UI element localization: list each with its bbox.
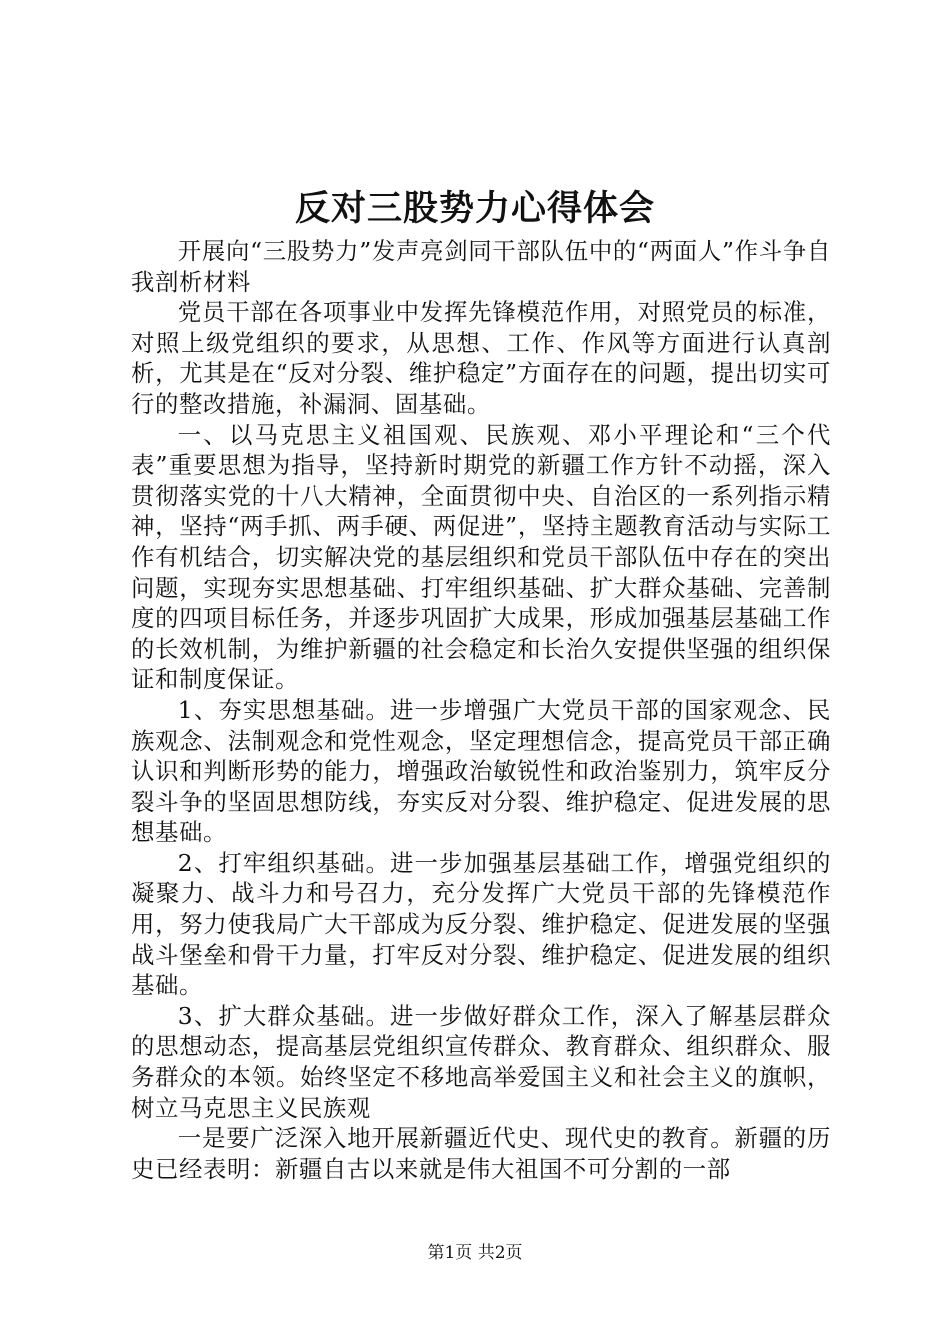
paragraph-item-3: 3、扩大群众基础。进一步做好群众工作，深入了解基层群众的思想动态，提高基层党组织宣传群众、教育群众、组织群众、服务群众的本领。始终坚定不移地高举爱国主义和社会主义的旗帜，树立马克思主义民族观 [131, 1001, 831, 1122]
paragraph-intro: 开展向“三股势力”发声亮剑同干部队伍中的“两面人”作斗争自我剖析材料 [131, 237, 831, 296]
paragraph-section-1: 一、以马克思主义祖国观、民族观、邓小平理论和“三个代表”重要思想为指导，坚持新时期党的新疆工作方针不动摇，深入贯彻落实党的十八大精神，全面贯彻中央、自治区的一系列指示精神，坚持“两手抓、两手硬、两促进”，坚持主题教育活动与实际工作有机结合，切实解决党的基层组织和党员干部队伍中存在的突出问题，实现夯实思想基础、打牢组织基础、扩大群众基础、完善制度的四项目标任务，并逐步巩固扩大成果，形成加强基层基础工作的长效机制，为维护新疆的社会稳定和长治久安提供坚强的组织保证和制度保证。 [131, 420, 831, 694]
document-body [131, 236, 831, 1184]
paragraph-item-1: 1、夯实思想基础。进一步增强广大党员干部的国家观念、民族观念、法制观念和党性观念，坚定理想信念，提高党员干部正确认识和判断形势的能力，增强政治敏锐性和政治鉴别力，筑牢反分裂斗争的坚固思想防线，夯实反对分裂、维护稳定、促进发展的思想基础。 [131, 695, 831, 847]
paragraph-analysis: 党员干部在各项事业中发挥先锋模范作用，对照党员的标准，对照上级党组织的要求，从思想、工作、作风等方面进行认真剖析，尤其是在“反对分裂、维护稳定”方面存在的问题，提出切实可行的整改措施，补漏洞、固基础。 [131, 298, 831, 418]
page-number-footer: 第1页 共2页 [427, 1243, 523, 1263]
document-title: 反对三股势力心得体会 [294, 188, 655, 229]
paragraph-item-2: 2、打牢组织基础。进一步加强基层基础工作，增强党组织的凝聚力、战斗力和号召力，充分发挥广大党员干部的先锋模范作用，努力使我局广大干部成为反分裂、维护稳定、促进发展的坚强战斗堡垒和骨干力量，打牢反对分裂、维护稳定、促进发展的组织基础。 [131, 848, 831, 1000]
paragraph-point-1: 一是要广泛深入地开展新疆近代史、现代史的教育。新疆的历史已经表明：新疆自古以来就是伟大祖国不可分割的一部 [131, 1124, 831, 1183]
